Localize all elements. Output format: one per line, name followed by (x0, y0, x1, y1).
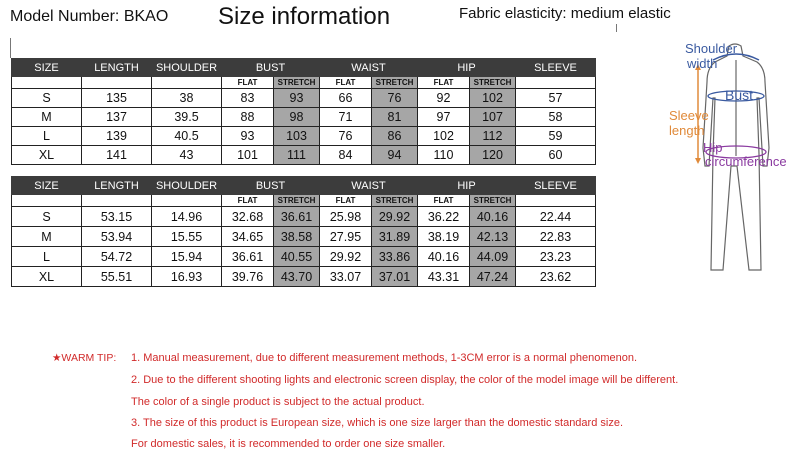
cell-hip-stretch: 120 (470, 146, 516, 165)
table-row (12, 207, 596, 227)
cell-bust-stretch: 98 (274, 108, 320, 127)
subheader-stretch: STRETCH (470, 195, 516, 207)
cell-waist-stretch: 29.92 (372, 207, 418, 227)
empty-cell (152, 195, 222, 207)
column-header-waist: WAIST (320, 59, 418, 77)
column-header-size: SIZE (12, 59, 82, 77)
subheader-flat: FLAT (418, 195, 470, 207)
cell-size: S (12, 207, 82, 227)
empty-cell (12, 195, 82, 207)
subheader-flat: FLAT (320, 77, 372, 89)
model-number: Model Number: BKAO (10, 8, 169, 25)
cell-hip-flat: 38.19 (418, 227, 470, 247)
tip-line: 2. Due to the different shooting lights and electronic screen display, the color of the model image will be different. (131, 374, 679, 386)
subheader-flat: FLAT (222, 77, 274, 89)
tip-line: 3. The size of this product is European size, which is one size larger than the domestic standard size. (131, 417, 623, 429)
sleeve-label-2: length (669, 123, 705, 138)
cell-length: 141 (82, 146, 152, 165)
subheader-flat: FLAT (418, 77, 470, 89)
cell-waist-stretch: 86 (372, 127, 418, 146)
table-row (12, 267, 596, 287)
cell-sleeve: 58 (516, 108, 596, 127)
subheader-flat: FLAT (320, 195, 372, 207)
cell-bust-stretch: 93 (274, 89, 320, 108)
column-header-sleeve: SLEEVE (516, 177, 596, 195)
page-title: Size information (218, 3, 391, 30)
subheader-stretch: STRETCH (470, 77, 516, 89)
header (0, 0, 800, 40)
subheader-stretch: STRETCH (372, 195, 418, 207)
cell-bust-flat: 34.65 (222, 227, 274, 247)
cell-sleeve: 57 (516, 89, 596, 108)
cell-shoulder: 15.94 (152, 247, 222, 267)
cell-hip-stretch: 40.16 (470, 207, 516, 227)
column-header-bust: BUST (222, 59, 320, 77)
warm-tip-heading (52, 352, 116, 364)
empty-cell (82, 195, 152, 207)
cell-shoulder: 15.55 (152, 227, 222, 247)
size-table-inch (11, 176, 596, 287)
cell-shoulder: 16.93 (152, 267, 222, 287)
bust-label: Bust (725, 87, 754, 103)
cell-hip-flat: 43.31 (418, 267, 470, 287)
table-row (12, 247, 596, 267)
tip-line: For domestic sales, it is recommended to order one size smaller. (131, 438, 446, 450)
column-header-waist: WAIST (320, 177, 418, 195)
sleeve-label: Sleeve (669, 108, 709, 123)
empty-cell (82, 77, 152, 89)
cell-hip-stretch: 102 (470, 89, 516, 108)
column-header-hip: HIP (418, 177, 516, 195)
cell-hip-stretch: 44.09 (470, 247, 516, 267)
cell-bust-stretch: 111 (274, 146, 320, 165)
empty-cell (152, 77, 222, 89)
table-row (12, 227, 596, 247)
cell-length: 53.15 (82, 207, 152, 227)
cell-waist-stretch: 94 (372, 146, 418, 165)
cell-length: 139 (82, 127, 152, 146)
cell-hip-stretch: 42.13 (470, 227, 516, 247)
table-subheader-row (12, 195, 596, 207)
fabric-elasticity: Fabric elasticity: medium elastic (459, 5, 671, 22)
cell-bust-flat: 36.61 (222, 247, 274, 267)
table-row (12, 89, 596, 108)
cell-bust-flat: 83 (222, 89, 274, 108)
cell-hip-stretch: 107 (470, 108, 516, 127)
cell-shoulder: 38 (152, 89, 222, 108)
cell-length: 137 (82, 108, 152, 127)
cell-bust-stretch: 38.58 (274, 227, 320, 247)
cell-shoulder: 40.5 (152, 127, 222, 146)
cell-length: 53.94 (82, 227, 152, 247)
column-header-shoulder: SHOULDER (152, 177, 222, 195)
cell-sleeve: 23.62 (516, 267, 596, 287)
cell-waist-stretch: 31.89 (372, 227, 418, 247)
cell-waist-flat: 25.98 (320, 207, 372, 227)
cell-bust-flat: 93 (222, 127, 274, 146)
cell-waist-flat: 76 (320, 127, 372, 146)
star-icon: ★ (52, 352, 62, 364)
cell-hip-flat: 102 (418, 127, 470, 146)
cell-bust-stretch: 103 (274, 127, 320, 146)
table-row (12, 127, 596, 146)
cell-waist-stretch: 33.86 (372, 247, 418, 267)
column-header-hip: HIP (418, 59, 516, 77)
empty-cell (516, 195, 596, 207)
tip-line: 1. Manual measurement, due to different measurement methods, 1-3CM error is a normal phenomenon. (131, 352, 638, 364)
cell-sleeve: 22.44 (516, 207, 596, 227)
divider (10, 38, 11, 58)
shoulder-label: Shoulder (685, 41, 738, 56)
cell-waist-flat: 71 (320, 108, 372, 127)
cell-bust-stretch: 40.55 (274, 247, 320, 267)
cell-bust-flat: 88 (222, 108, 274, 127)
cell-sleeve: 60 (516, 146, 596, 165)
cell-hip-flat: 92 (418, 89, 470, 108)
cell-waist-flat: 66 (320, 89, 372, 108)
column-header-size: SIZE (12, 177, 82, 195)
column-header-shoulder: SHOULDER (152, 59, 222, 77)
cell-size: M (12, 227, 82, 247)
table-row (12, 146, 596, 165)
cell-size: L (12, 247, 82, 267)
cell-waist-stretch: 76 (372, 89, 418, 108)
measurement-figure (665, 38, 800, 278)
subheader-flat: FLAT (222, 195, 274, 207)
subheader-stretch: STRETCH (372, 77, 418, 89)
cell-size: S (12, 89, 82, 108)
cell-hip-flat: 36.22 (418, 207, 470, 227)
column-header-length: LENGTH (82, 177, 152, 195)
table-header-row (12, 59, 596, 77)
cell-hip-stretch: 47.24 (470, 267, 516, 287)
column-header-sleeve: SLEEVE (516, 59, 596, 77)
cell-waist-flat: 84 (320, 146, 372, 165)
cell-length: 55.51 (82, 267, 152, 287)
cell-sleeve: 23.23 (516, 247, 596, 267)
divider (616, 24, 617, 32)
cell-bust-stretch: 43.70 (274, 267, 320, 287)
tip-line: The color of a single product is subject to the actual product. (131, 396, 425, 408)
column-header-length: LENGTH (82, 59, 152, 77)
cell-bust-flat: 32.68 (222, 207, 274, 227)
size-table-cm (11, 58, 596, 165)
cell-hip-stretch: 112 (470, 127, 516, 146)
cell-hip-flat: 110 (418, 146, 470, 165)
shoulder-label-2: width (687, 56, 718, 71)
cell-shoulder: 39.5 (152, 108, 222, 127)
cell-shoulder: 14.96 (152, 207, 222, 227)
cell-size: M (12, 108, 82, 127)
empty-cell (12, 77, 82, 89)
cell-waist-flat: 29.92 (320, 247, 372, 267)
cell-size: XL (12, 146, 82, 165)
cell-bust-flat: 39.76 (222, 267, 274, 287)
cell-sleeve: 59 (516, 127, 596, 146)
cell-bust-flat: 101 (222, 146, 274, 165)
column-header-bust: BUST (222, 177, 320, 195)
cell-waist-stretch: 81 (372, 108, 418, 127)
subheader-stretch: STRETCH (274, 77, 320, 89)
cell-hip-flat: 97 (418, 108, 470, 127)
cell-size: XL (12, 267, 82, 287)
table-header-row (12, 177, 596, 195)
cell-shoulder: 43 (152, 146, 222, 165)
cell-bust-stretch: 36.61 (274, 207, 320, 227)
cell-length: 54.72 (82, 247, 152, 267)
cell-length: 135 (82, 89, 152, 108)
cell-waist-flat: 27.95 (320, 227, 372, 247)
table-subheader-row (12, 77, 596, 89)
cell-waist-stretch: 37.01 (372, 267, 418, 287)
cell-waist-flat: 33.07 (320, 267, 372, 287)
table-row (12, 108, 596, 127)
cell-sleeve: 22.83 (516, 227, 596, 247)
hip-label: Hip (703, 140, 723, 155)
hip-label-2: circumference (705, 154, 787, 169)
cell-size: L (12, 127, 82, 146)
warm-tip-label: WARM TIP: (61, 352, 117, 364)
arrow-down-icon (695, 158, 701, 164)
subheader-stretch: STRETCH (274, 195, 320, 207)
empty-cell (516, 77, 596, 89)
cell-hip-flat: 40.16 (418, 247, 470, 267)
